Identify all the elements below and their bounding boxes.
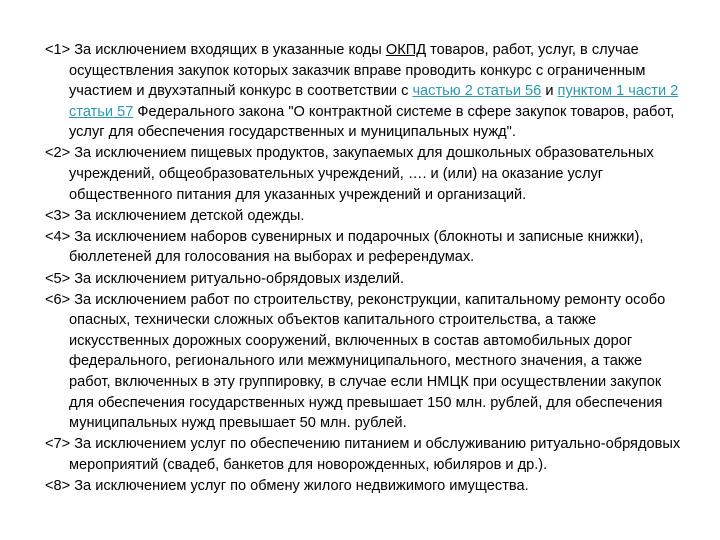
footnote-text: Федерального закона "О контрактной системе в сфере закупок товаров, работ, услуг для обеспечения государственных и муниципальных нужд". (69, 103, 675, 141)
footnote-marker: <5> (45, 270, 71, 287)
footnote-text: За исключением наборов сувенирных и подарочных (блокноты и записные книжки), бюллетеней для голосования на выборах и референдумах. (69, 228, 644, 266)
footnote-text: и (541, 83, 558, 100)
footnote-marker: <8> (45, 477, 71, 494)
footnote-text: За исключением пищевых продуктов, закупаемых для дошкольных образовательных учреждений, общеобразовательных учреждений, …. и (или) на оказание услуг общественного питания для указанных учреждений и организаций. (69, 145, 654, 203)
footnote-marker: <6> (45, 291, 71, 308)
footnote-text: товаров, работ, услуг, в случае осуществления закупок которых заказчик вправе проводить конкурс с ограниченным участием и двухэтапный конкурс в соответствии с (69, 42, 646, 100)
law-link-article-56[interactable]: частью 2 статьи 56 (412, 83, 542, 100)
footnote-marker: <7> (45, 436, 71, 453)
footnote-text: За исключением услуг по обмену жилого недвижимого имущества. (70, 477, 529, 494)
footnote-2 (45, 143, 684, 205)
footnote-text: За исключением входящих в указанные коды (70, 42, 386, 58)
footnote-text: За исключением услуг по обеспечению питанием и обслуживанию ритуально-обрядовых мероприятий (свадеб, банкетов для новорожденных, юбиляров и др.). (69, 436, 681, 473)
okpd-term: ОКПД (385, 42, 427, 58)
footnote-8 (45, 476, 684, 497)
footnote-text: За исключением детской одежды. (70, 207, 305, 224)
footnote-marker: <3> (45, 207, 71, 224)
footnote-text: За исключением работ по строительству, реконструкции, капитальному ремонту особо опасных, технически сложных объектов капитального строительства, а также искусственных дорожных сооружений, включенных в состав автомобильных дорог федерального, регионального или межмуниципального, местного значения, а также работ, включенных в эту группировку, в случае если НМЦК при осуществлении закупок для обеспечения государственных нужд превышает 150 млн. рублей, для обеспечения муниципальных нужд превышает 50 млн. рублей. (69, 291, 666, 432)
footnote-1 (45, 40, 684, 143)
footnote-marker: <4> (45, 228, 71, 245)
footnote-4 (45, 227, 684, 268)
footnote-6 (45, 290, 684, 434)
footnote-marker: <1> (45, 42, 71, 58)
footnote-marker: <2> (45, 145, 71, 162)
footnote-5 (45, 269, 684, 290)
law-link-article-57[interactable]: пунктом 1 части 2 статьи 57 (69, 83, 679, 120)
footnote-7 (45, 434, 684, 475)
footnote-text: За исключением ритуально-обрядовых изделий. (70, 270, 405, 287)
footnote-3 (45, 206, 684, 227)
